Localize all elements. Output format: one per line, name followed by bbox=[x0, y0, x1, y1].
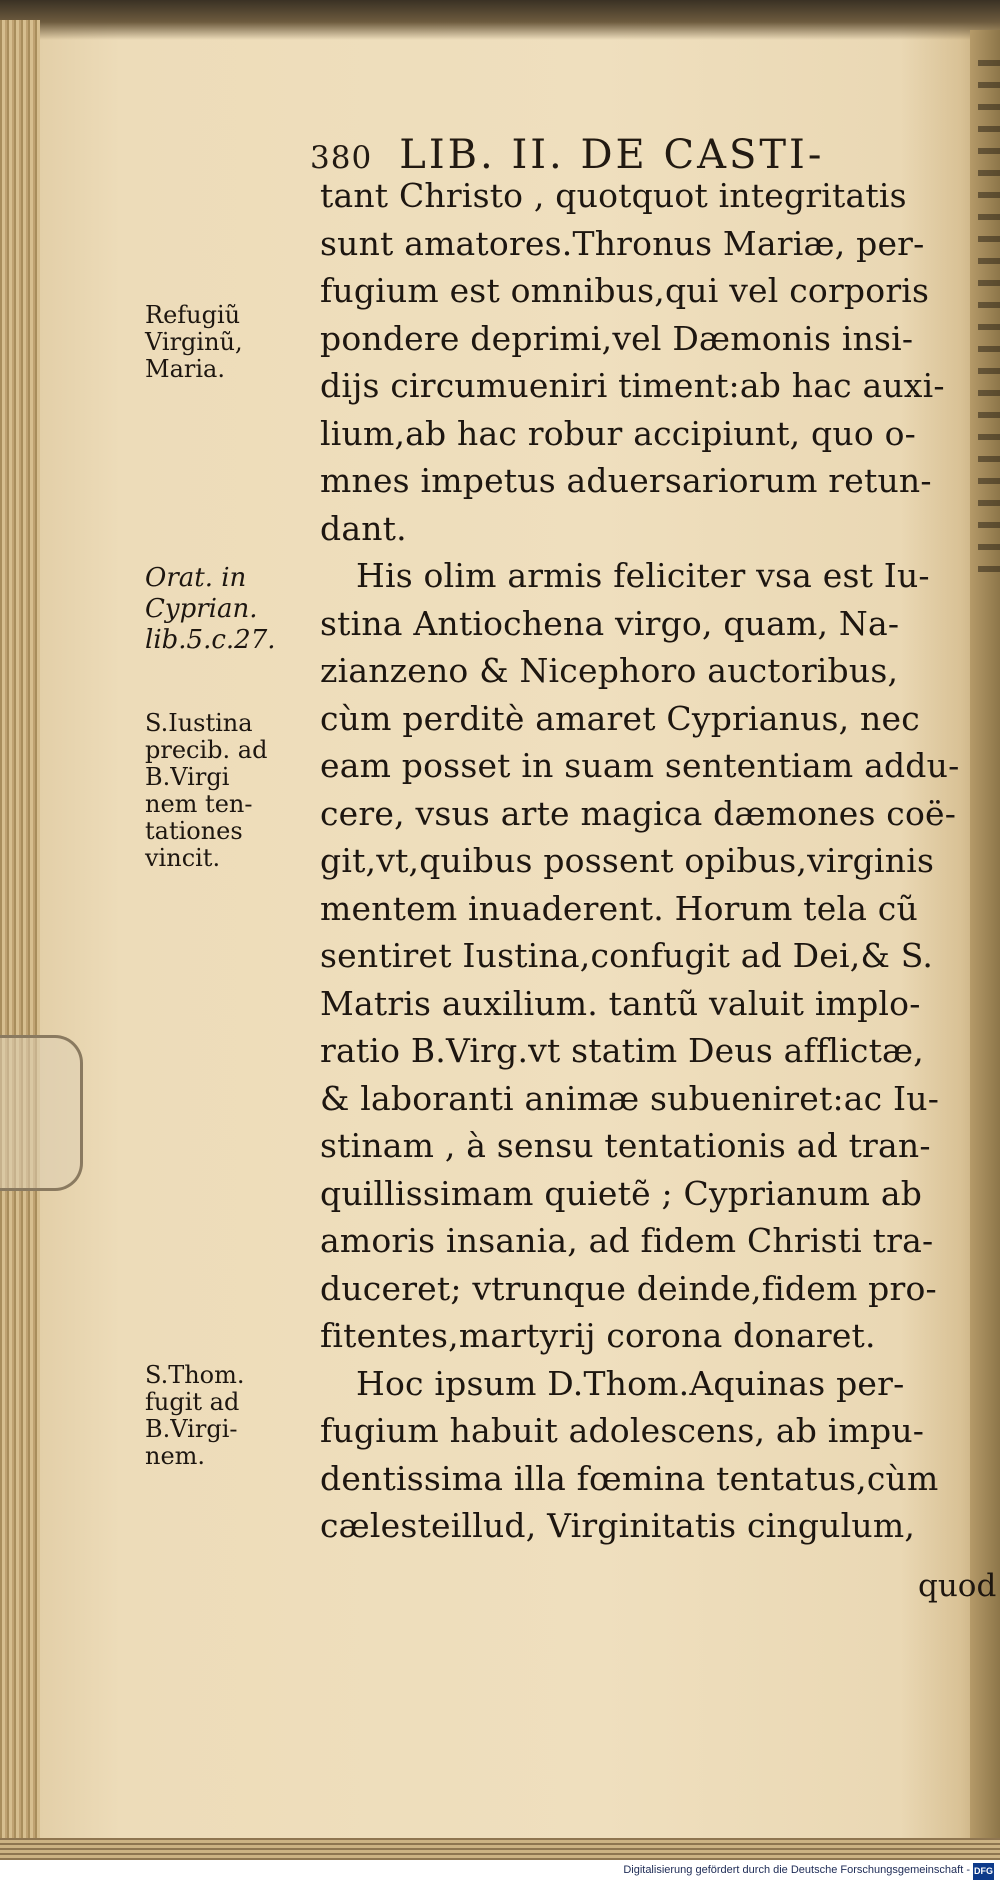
margin-note-line: S.Thom. bbox=[145, 1361, 245, 1389]
right-edge-bleed bbox=[978, 60, 1000, 580]
body-line: mentem inuaderent. Horum tela cũ bbox=[320, 888, 918, 928]
body-line: git,vt,quibus possent opibus,virginis bbox=[320, 841, 935, 880]
margin-note-line: S.Iustina bbox=[145, 709, 253, 737]
margin-note-line: Cyprian. bbox=[145, 594, 258, 624]
body-line: cælesteillud, Virginitatis cingulum, bbox=[320, 1506, 916, 1545]
running-title: LIB. II. DE CASTI- bbox=[399, 132, 825, 178]
margin-note-line: fugit ad bbox=[145, 1388, 240, 1416]
body-line: tant Christo , quotquot integritatis bbox=[320, 176, 907, 215]
body-line: zianzeno & Nicephoro auctoribus, bbox=[320, 651, 899, 690]
margin-note-line: Refugiũ bbox=[145, 301, 241, 329]
body-line: eam posset in suam sententiam addu- bbox=[320, 746, 960, 785]
body-line: fugium est omnibus,qui vel corporis bbox=[320, 271, 930, 310]
body-line: & laboranti animæ subueniret:ac Iu- bbox=[320, 1078, 940, 1118]
catchword: quod bbox=[918, 1568, 997, 1604]
body-line: amoris insania, ad fidem Christi tra- bbox=[320, 1221, 934, 1260]
body-line: fugium habuit adolescens, ab impu- bbox=[320, 1411, 925, 1450]
body-line: Matris auxilium. tantũ valuit implo- bbox=[320, 983, 921, 1023]
margin-note-line: nem. bbox=[145, 1442, 206, 1470]
body-line: stina Antiochena virgo, quam, Na- bbox=[320, 603, 900, 643]
footer-credit: Digitalisierung gefördert durch die Deutsche Forschungsgemeinschaft - bbox=[623, 1864, 970, 1876]
body-line: cere, vsus arte magica dæmones coë- bbox=[320, 793, 957, 833]
margin-note-line: lib.5.c.27. bbox=[145, 625, 276, 655]
margin-note-iustina bbox=[145, 710, 267, 872]
margin-note-line: Orat. in bbox=[145, 563, 247, 593]
body-line: mnes impetus aduersariorum retun- bbox=[320, 461, 932, 500]
page-number: 380 bbox=[310, 140, 373, 176]
left-binding-edge bbox=[0, 20, 40, 1860]
margin-note-line: Maria. bbox=[145, 355, 225, 383]
body-line: dijs circumueniri timent:ab hac auxi- bbox=[320, 366, 945, 405]
body-line: Hoc ipsum D.Thom.Aquinas per- bbox=[356, 1363, 905, 1403]
body-line: ratio B.Virg.vt statim Deus afflictæ, bbox=[320, 1031, 924, 1070]
running-head bbox=[310, 132, 824, 178]
body-line: dentissima illa fœmina tentatus,cùm bbox=[320, 1458, 939, 1498]
margin-note-line: B.Virgi- bbox=[145, 1415, 238, 1443]
body-line: pondere deprimi,vel Dæmonis insi- bbox=[320, 318, 914, 358]
margin-note-line: Virginũ, bbox=[145, 328, 243, 356]
dfg-logo: DFG bbox=[973, 1863, 994, 1880]
margin-note-thomas bbox=[145, 1362, 245, 1470]
margin-note-line: nem ten- bbox=[145, 790, 253, 818]
margin-note-line: vincit. bbox=[145, 844, 221, 872]
body-line: sentiret Iustina,confugit ad Dei,& S. bbox=[320, 936, 934, 975]
margin-note-line: precib. ad bbox=[145, 736, 268, 764]
body-line: His olim armis feliciter vsa est Iu- bbox=[356, 556, 930, 595]
body-line: duceret; vtrunque deinde,fidem pro- bbox=[320, 1268, 937, 1308]
top-shadow bbox=[0, 0, 1000, 40]
margin-note-citation bbox=[145, 563, 276, 656]
body-line: stinam , à sensu tentationis ad tran- bbox=[320, 1126, 931, 1165]
body-line: cùm perditè amaret Cyprianus, nec bbox=[320, 698, 920, 738]
body-line: lium,ab hac robur accipiunt, quo o- bbox=[320, 413, 916, 453]
body-line: fitentes,martyrij corona donaret. bbox=[320, 1316, 876, 1355]
body-line: sunt amatores.Thronus Mariæ, per- bbox=[320, 223, 925, 263]
margin-note-line: B.Virgi bbox=[145, 763, 230, 791]
page-clip bbox=[0, 1035, 83, 1191]
bottom-page-edge bbox=[0, 1838, 1000, 1860]
body-line: quillissimam quietẽ ; Cyprianum ab bbox=[320, 1173, 923, 1213]
margin-note-refugium bbox=[145, 302, 243, 383]
body-line: dant. bbox=[320, 508, 407, 548]
margin-note-line: tationes bbox=[145, 817, 243, 845]
